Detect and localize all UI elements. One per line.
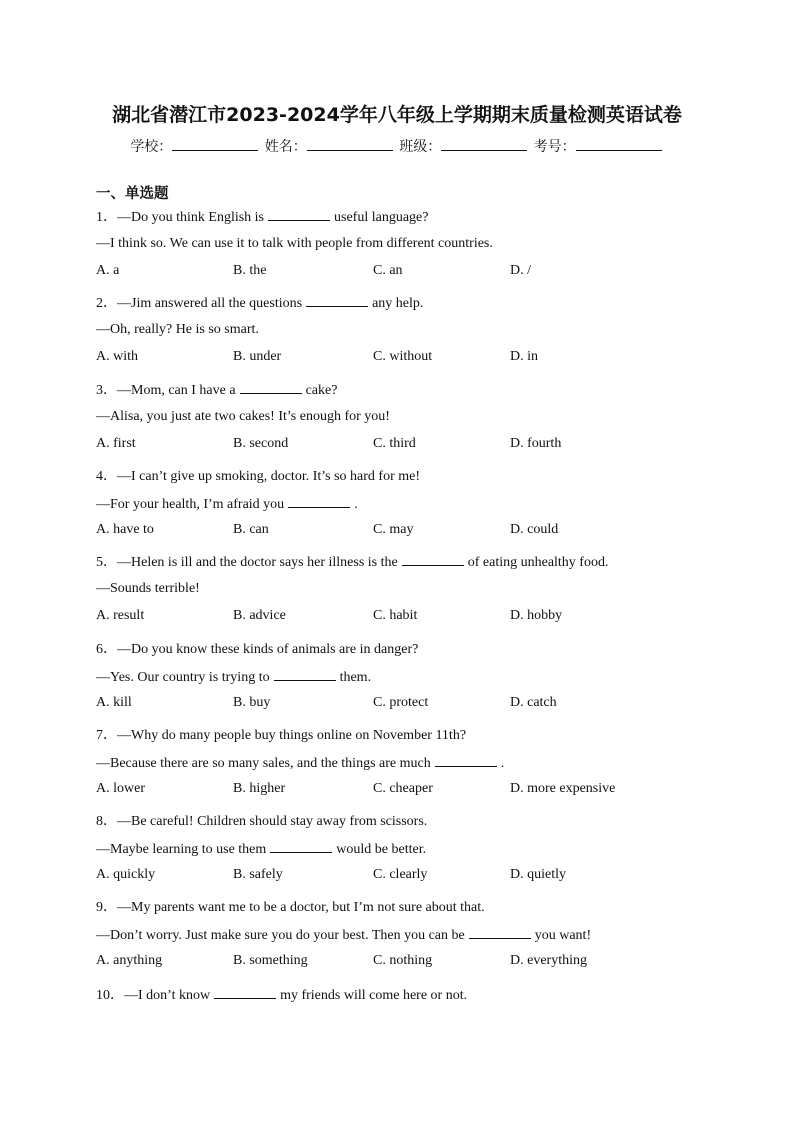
question-5-prompt-text: 5．—Helen is ill and the doctor says her illness is the — [96, 555, 398, 570]
name-blank[interactable] — [307, 136, 393, 151]
question-9-prompt-text: 9．—My parents want me to be a doctor, but I’m not sure about that. — [96, 900, 485, 915]
question-6-options — [96, 695, 756, 713]
class-blank[interactable] — [441, 136, 527, 151]
question-8-reply-text-post: would be better. — [336, 842, 427, 857]
question-2-prompt — [96, 292, 423, 312]
option-d[interactable]: D. / — [510, 263, 531, 278]
question-8-reply-text: —Maybe learning to use them — [96, 842, 267, 857]
option-c[interactable]: C. cheaper — [373, 781, 433, 796]
option-b[interactable]: B. under — [233, 349, 282, 364]
question-1-prompt-text: 1．—Do you think English is — [96, 210, 265, 225]
question-6-prompt — [96, 638, 418, 658]
question-7-reply-text-post: . — [500, 756, 505, 771]
question-1-reply — [96, 236, 493, 252]
question-1-options — [96, 263, 756, 281]
answer-blank[interactable] — [270, 840, 332, 853]
question-3-prompt — [96, 379, 337, 399]
question-8-prompt — [96, 810, 427, 830]
option-c[interactable]: C. protect — [373, 695, 429, 710]
question-10-text-post: my friends will come here or not. — [280, 988, 468, 1003]
school-label: 学校： — [130, 139, 173, 155]
answer-blank[interactable] — [288, 495, 350, 508]
question-6-reply-text-post: them. — [339, 670, 372, 685]
option-d[interactable]: D. catch — [510, 695, 557, 710]
question-9-prompt — [96, 896, 485, 916]
question-10 — [96, 984, 467, 1004]
question-2-reply — [96, 322, 259, 338]
question-1-reply-text: —I think so. We can use it to talk with people from different countries. — [96, 236, 493, 251]
question-4-reply-text-post: . — [354, 497, 358, 512]
option-a[interactable]: A. first — [96, 436, 136, 451]
option-a[interactable]: A. with — [96, 349, 138, 364]
question-5-prompt — [96, 551, 608, 571]
question-5-reply-text: —Sounds terrible! — [96, 581, 200, 596]
option-a[interactable]: A. have to — [96, 522, 154, 537]
question-5-reply — [96, 581, 200, 597]
answer-blank[interactable] — [435, 754, 497, 767]
question-3-reply-text: —Alisa, you just ate two cakes! It’s enough for you! — [96, 409, 390, 424]
answer-blank[interactable] — [469, 926, 531, 939]
answer-blank[interactable] — [274, 668, 336, 681]
question-2-prompt-text-post: any help. — [372, 296, 424, 311]
student-info-line — [0, 136, 794, 156]
question-7-prompt-text: 7．—Why do many people buy things online on November 11th? — [96, 728, 467, 743]
question-8-prompt-text: 8．—Be careful! Children should stay away from scissors. — [96, 814, 428, 829]
answer-blank[interactable] — [402, 553, 464, 566]
exam-title: 湖北省潜江市2023-2024学年八年级上学期期末质量检测英语试卷 — [112, 104, 682, 126]
question-3-prompt-text-post: cake? — [305, 383, 338, 398]
question-6-prompt-text: 6．—Do you know these kinds of animals are in danger? — [96, 642, 419, 657]
option-a[interactable]: A. a — [96, 263, 120, 278]
option-d[interactable]: D. in — [510, 349, 538, 364]
question-5-prompt-text-post: of eating unhealthy food. — [467, 555, 609, 570]
answer-blank[interactable] — [306, 294, 368, 307]
question-2-prompt-text: 2．—Jim answered all the questions — [96, 296, 303, 311]
question-1-prompt — [96, 206, 428, 226]
option-c[interactable]: C. habit — [373, 608, 418, 623]
option-d[interactable]: D. everything — [510, 953, 587, 968]
option-a[interactable]: A. kill — [96, 695, 132, 710]
answer-blank[interactable] — [214, 986, 276, 999]
question-2-options — [96, 349, 756, 367]
option-d[interactable]: D. fourth — [510, 436, 562, 451]
question-4-reply — [96, 495, 358, 513]
question-7-options — [96, 781, 756, 799]
option-c[interactable]: C. without — [373, 349, 433, 364]
question-7-reply-text: —Because there are so many sales, and the things are much — [96, 756, 431, 771]
question-6-reply — [96, 668, 371, 686]
question-4-prompt — [96, 465, 420, 485]
question-3-prompt-text: 3．—Mom, can I have a — [96, 383, 236, 398]
question-9-reply-text-post: you want! — [534, 928, 592, 943]
option-b[interactable]: B. can — [233, 522, 269, 537]
option-a[interactable]: A. quickly — [96, 867, 156, 882]
section-heading: 一、单选题 — [96, 186, 169, 202]
number-blank[interactable] — [576, 136, 662, 151]
option-b[interactable]: B. advice — [233, 608, 286, 623]
option-a[interactable]: A. anything — [96, 953, 163, 968]
answer-blank[interactable] — [240, 381, 302, 394]
question-9-reply-text: —Don’t worry. Just make sure you do your best. Then you can be — [96, 928, 465, 943]
question-8-options — [96, 867, 756, 885]
question-7-reply — [96, 754, 504, 772]
option-a[interactable]: A. result — [96, 608, 145, 623]
question-4-prompt-text: 4．—I can’t give up smoking, doctor. It’s so hard for me! — [96, 469, 421, 484]
option-c[interactable]: C. third — [373, 436, 416, 451]
option-d[interactable]: D. more expensive — [510, 781, 616, 796]
question-10-text-pre: 10．—I don’t know — [96, 988, 211, 1003]
question-3-options — [96, 436, 756, 454]
number-label: 考号： — [533, 139, 576, 155]
question-9-reply — [96, 926, 591, 944]
answer-blank[interactable] — [268, 208, 330, 221]
question-5-options — [96, 608, 756, 626]
option-b[interactable]: B. safely — [233, 867, 283, 882]
option-d[interactable]: D. could — [510, 522, 559, 537]
option-c[interactable]: C. nothing — [373, 953, 433, 968]
question-7-prompt — [96, 724, 466, 744]
question-1-prompt-text-post: useful language? — [334, 210, 429, 225]
class-label: 班级： — [399, 139, 442, 155]
option-b[interactable]: B. the — [233, 263, 267, 278]
option-a[interactable]: A. lower — [96, 781, 145, 796]
question-9-options — [96, 953, 756, 971]
option-b[interactable]: B. something — [233, 953, 308, 968]
question-4-reply-text: —For your health, I’m afraid you — [96, 497, 285, 512]
option-d[interactable]: D. hobby — [510, 608, 563, 623]
school-blank[interactable] — [172, 136, 258, 151]
question-6-reply-text: —Yes. Our country is trying to — [96, 670, 270, 685]
option-c[interactable]: C. an — [373, 263, 403, 278]
question-3-reply — [96, 409, 390, 425]
question-8-reply — [96, 840, 426, 858]
question-4-options — [96, 522, 756, 540]
option-b[interactable]: B. second — [233, 436, 289, 451]
option-c[interactable]: C. may — [373, 522, 414, 537]
option-b[interactable]: B. buy — [233, 695, 271, 710]
option-d[interactable]: D. quietly — [510, 867, 566, 882]
name-label: 姓名： — [264, 139, 307, 155]
question-2-reply-text: —Oh, really? He is so smart. — [96, 322, 259, 337]
option-b[interactable]: B. higher — [233, 781, 286, 796]
option-c[interactable]: C. clearly — [373, 867, 428, 882]
